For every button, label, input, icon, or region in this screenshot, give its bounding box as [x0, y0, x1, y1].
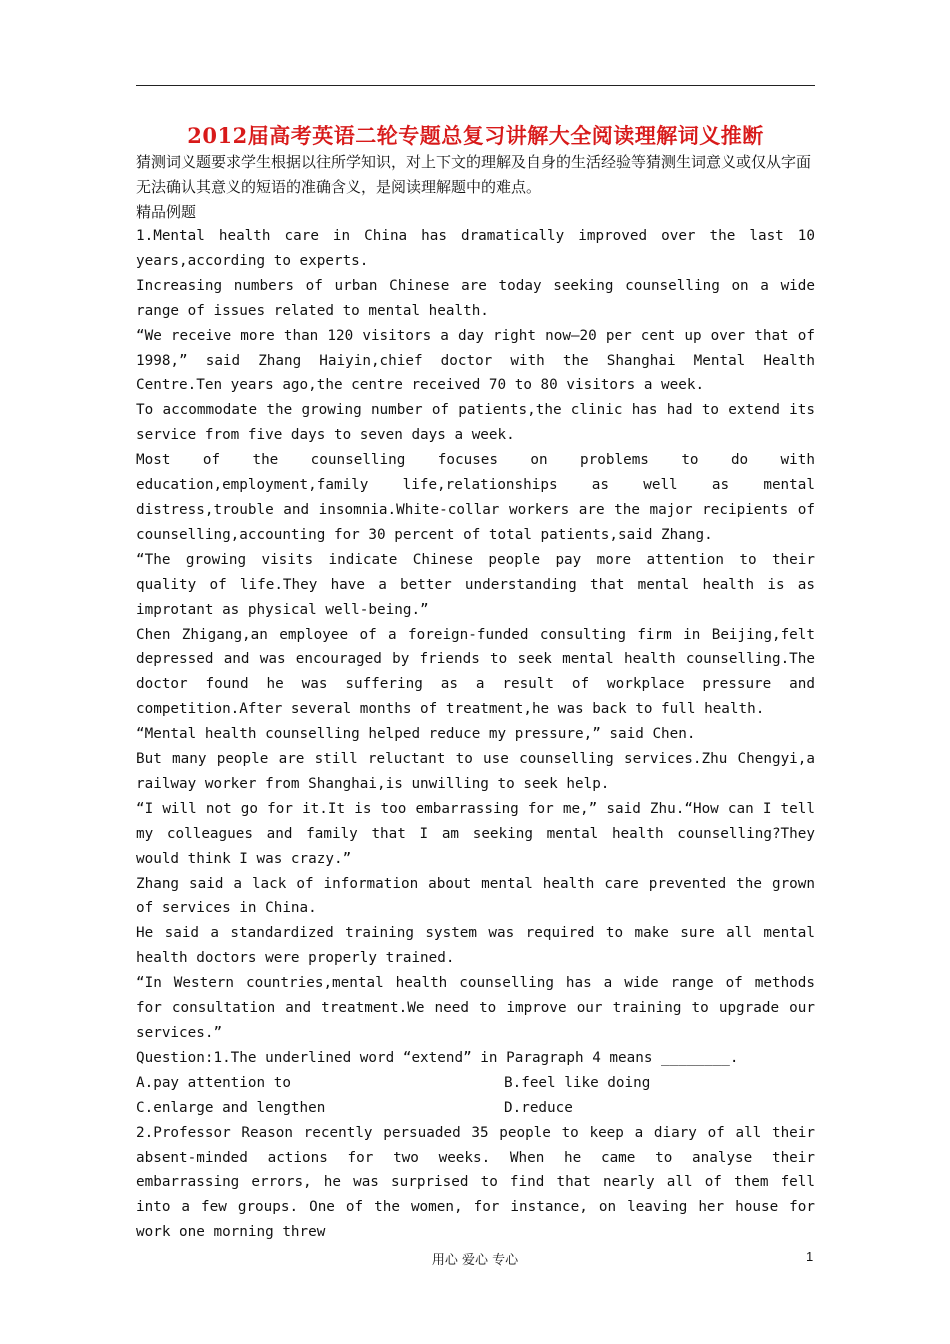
option-d: D.reduce [504, 1099, 573, 1116]
question-stem: Question:1.The underlined word “extend” in Paragraph 4 means ________. [136, 1049, 739, 1066]
document-title: 2012届高考英语二轮专题总复习讲解大全阅读理解词义推断 [187, 123, 764, 148]
option-b: B.feel like doing [504, 1074, 651, 1091]
paragraph: “We receive more than 120 visitors a day right now—20 per cent up over that of 1998,” said Zhang Haiyin,chief doctor with the Shanghai Mental Health Centre.Ten years ago,the centre received 70 to 80 visitors a week. [136, 327, 815, 394]
paragraph: But many people are still reluctant to use counselling services.Zhu Chengyi,a railway worker from Shanghai,is unwilling to seek help. [136, 751, 815, 792]
paragraph: “The growing visits indicate Chinese people pay more attention to their quality of life.They have a better understanding that mental health is as improtant as physical well-being.” [136, 551, 815, 618]
paragraph: Chen Zhigang,an employee of a foreign-funded consulting firm in Beijing,felt depressed and was encouraged by friends to seek mental health counselling.The doctor found he was suffering as a result of workplace pressure and competition.After several months of treatment,he was back to full health. [136, 626, 815, 718]
paragraph: Increasing numbers of urban Chinese are today seeking counselling on a wide range of issues related to mental health. [136, 277, 815, 319]
page-number: 1 [806, 1249, 814, 1264]
article-body [136, 224, 815, 1245]
options-row-1 [136, 1071, 815, 1096]
paragraph: 2.Professor Reason recently persuaded 35 people to keep a diary of all their absent-minded actions for two weeks. When he came to analyse their embarrassing errors, he was surprised to find that nearly all of them fell into a few groups. One of the women, for instance, on leaving her house for work one morning threw [136, 1124, 815, 1241]
paragraph: To accommodate the growing number of patients,the clinic has had to extend its service from five days to seven days a week. [136, 402, 815, 444]
options-row-2 [136, 1096, 815, 1121]
paragraph: 1.Mental health care in China has dramatically improved over the last 10 years,according to experts. [136, 228, 815, 269]
header-rule [136, 85, 815, 86]
option-a: A.pay attention to [136, 1074, 291, 1091]
footer-motto: 用心 爱心 专心 [431, 1253, 519, 1268]
paragraph: Zhang said a lack of information about mental health care prevented the grown of services in China. [136, 875, 815, 917]
paragraph: He said a standardized training system was required to make sure all mental health doctors were properly trained. [136, 925, 815, 967]
paragraph: “Mental health counselling helped reduce my pressure,” said Chen. [136, 726, 696, 743]
intro-text: 猜测词义题要求学生根据以往所学知识，对上下文的理解及自身的生活经验等猜测生词意义或仅从字面无法确认其意义的短语的准确含义，是阅读理解题中的难点。 [136, 153, 812, 196]
section-heading: 精品例题 [136, 203, 197, 221]
paragraph: “I will not go for it.It is too embarrassing for me,” said Zhu.“How can I tell my colleagues and family that I am seeking mental health counselling?They would think I was crazy.” [136, 800, 815, 867]
paragraph: Most of the counselling focuses on problems to do with education,employment,family life,relationships as well as mental distress,trouble and insomnia.White-collar workers are the major recipients of counselling,accounting for 30 percent of total patients,said Zhang. [136, 452, 815, 543]
paragraph: “In Western countries,mental health counselling has a wide range of methods for consultation and treatment.We need to improve our training to upgrade our services.” [136, 975, 815, 1041]
intro-section [136, 150, 815, 225]
option-c: C.enlarge and lengthen [136, 1099, 326, 1116]
